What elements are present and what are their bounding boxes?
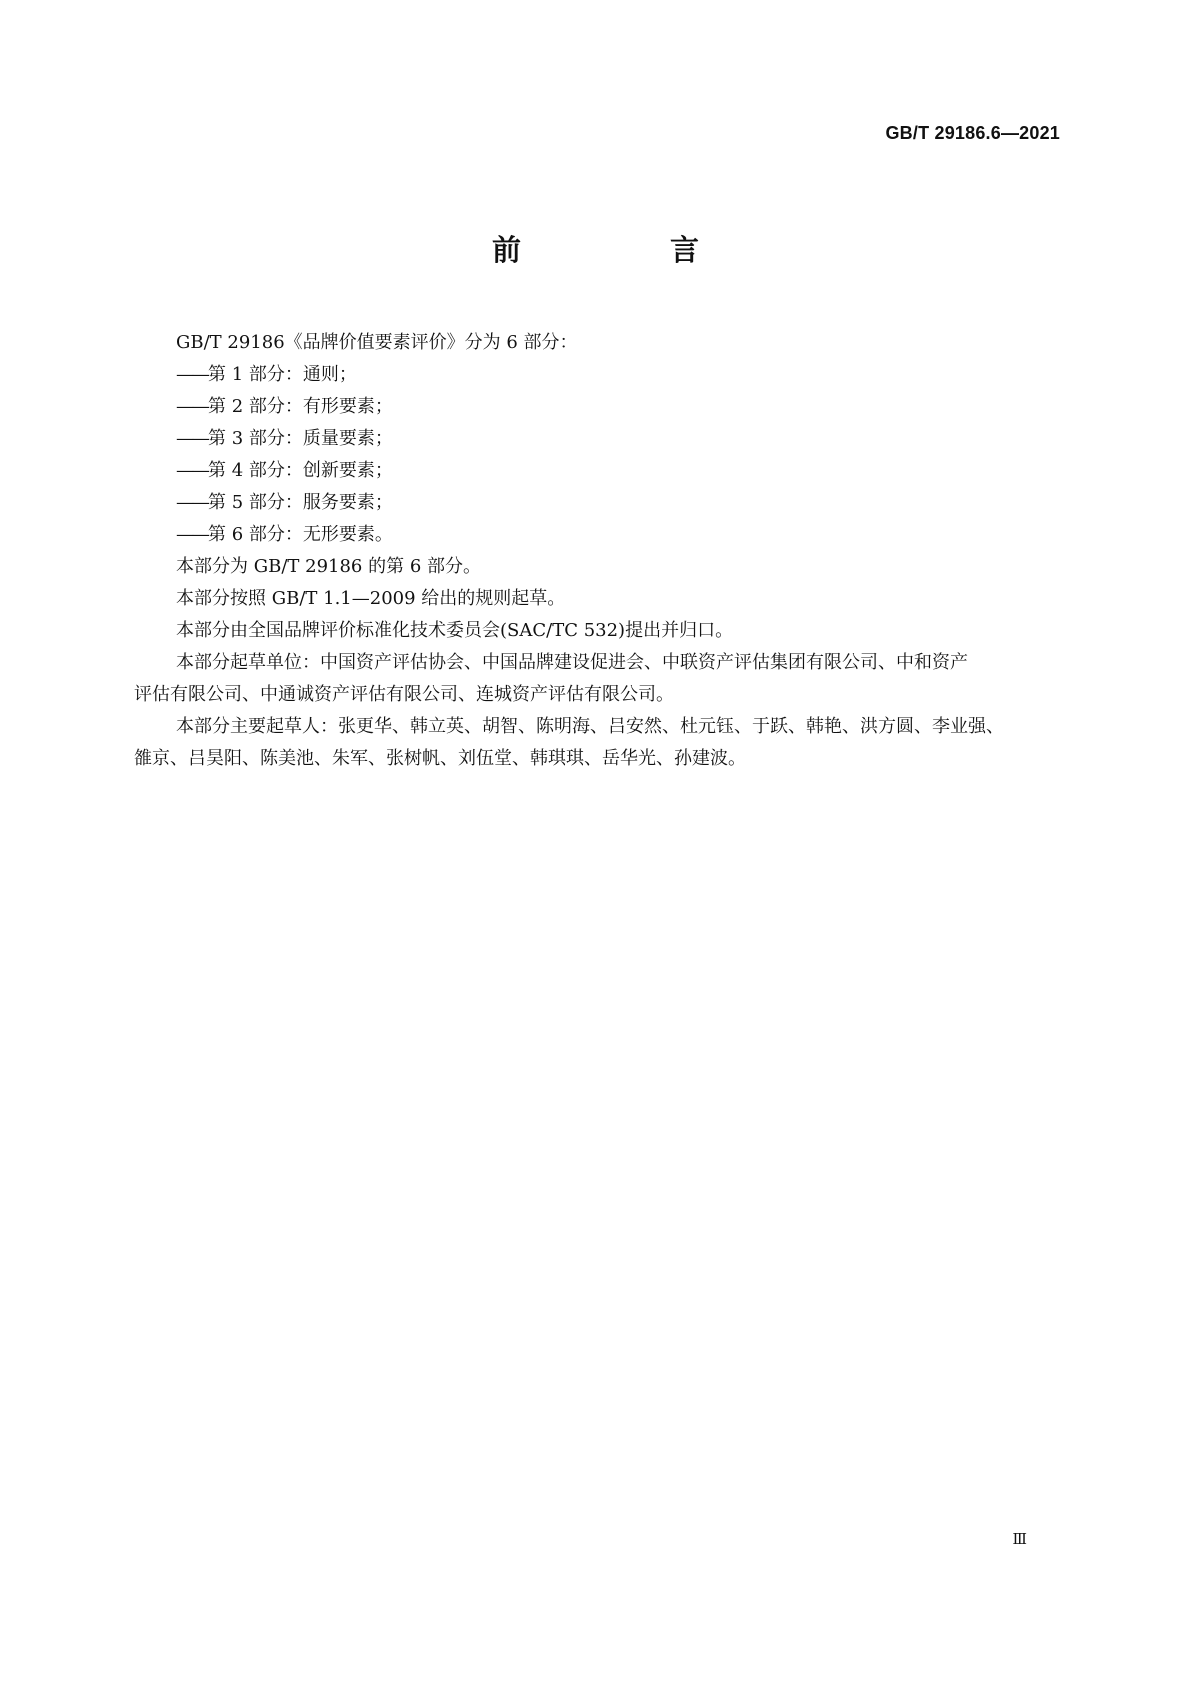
foreword-body xyxy=(134,327,1074,775)
list-dash: —— xyxy=(176,364,208,385)
list-dash: —— xyxy=(176,524,208,545)
drafters-paragraph xyxy=(134,711,1074,775)
list-dash: —— xyxy=(176,460,208,481)
list-dash: —— xyxy=(176,428,208,449)
list-item-text: 第 3 部分：质量要素； xyxy=(208,428,393,449)
drafting-units-line-2: 评估有限公司、中通诚资产评估有限公司、连城资产评估有限公司。 xyxy=(134,684,674,705)
part-of-statement: 本部分为 GB/T 29186 的第 6 部分。 xyxy=(176,556,481,577)
proposed-by-statement: 本部分由全国品牌评价标准化技术委员会(SAC/TC 532)提出并归口。 xyxy=(176,620,734,641)
drafters-line-2: 雒京、吕昊阳、陈美池、朱军、张树帆、刘伍堂、韩琪琪、岳华光、孙建波。 xyxy=(134,748,746,769)
list-dash: —— xyxy=(176,396,208,417)
list-item-part-3 xyxy=(134,423,1074,455)
drafting-units-paragraph xyxy=(134,647,1074,711)
page-title: 前 言 xyxy=(491,233,759,267)
list-item-text: 第 6 部分：无形要素。 xyxy=(208,524,393,545)
list-item-text: 第 1 部分：通则； xyxy=(208,364,357,385)
drafting-rules-statement: 本部分按照 GB/T 1.1—2009 给出的规则起草。 xyxy=(176,588,566,609)
list-item-part-5 xyxy=(134,487,1074,519)
intro-paragraph: GB/T 29186《品牌价值要素评价》分为 6 部分： xyxy=(176,332,578,353)
drafters-line-1: 本部分主要起草人：张更华、韩立英、胡智、陈明海、吕安然、杜元钰、于跃、韩艳、洪方圆、李业强、 xyxy=(176,716,1004,737)
list-item-part-1 xyxy=(134,359,1074,391)
list-item-text: 第 2 部分：有形要素； xyxy=(208,396,393,417)
list-item-text: 第 4 部分：创新要素； xyxy=(208,460,393,481)
list-item-part-6 xyxy=(134,519,1074,551)
standard-number: GB/T 29186.6—2021 xyxy=(885,123,1060,143)
drafting-units-line-1: 本部分起草单位：中国资产评估协会、中国品牌建设促进会、中联资产评估集团有限公司、中和资产 xyxy=(176,652,968,673)
list-item-part-2 xyxy=(134,391,1074,423)
list-item-text: 第 5 部分：服务要素； xyxy=(208,492,393,513)
list-dash: —— xyxy=(176,492,208,513)
list-item-part-4 xyxy=(134,455,1074,487)
page-number: Ⅲ xyxy=(1012,1530,1027,1548)
